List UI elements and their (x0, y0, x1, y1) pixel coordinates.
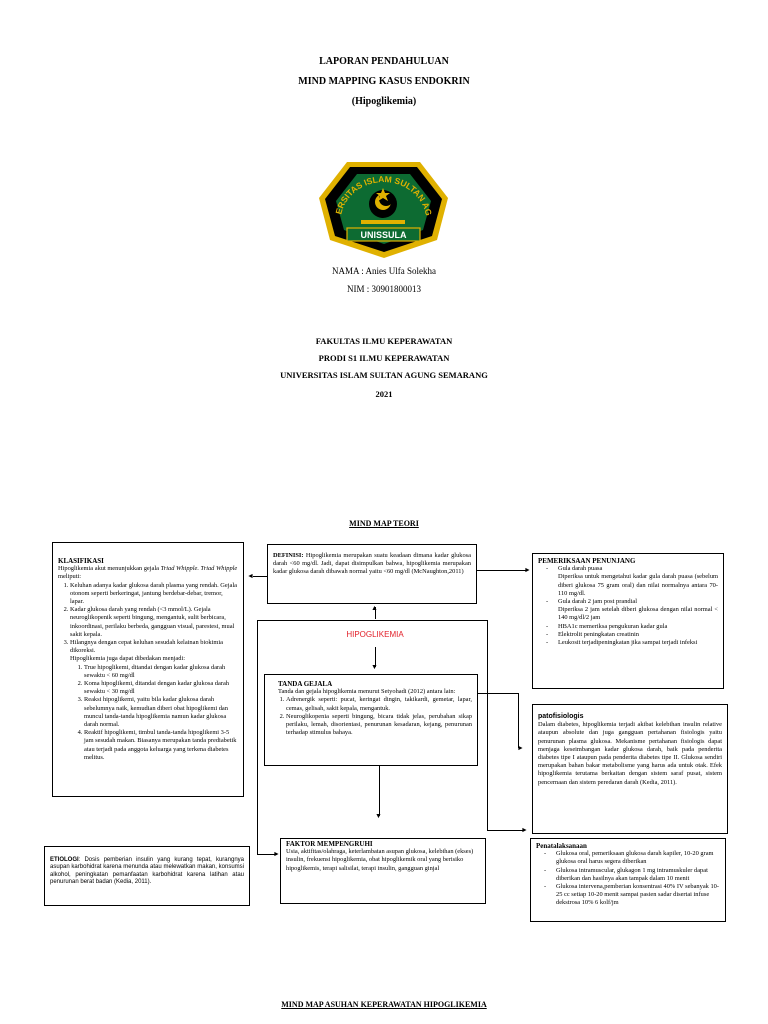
bottom-title: MIND MAP ASUHAN KEPERAWATAN HIPOGLIKEMIA (281, 1000, 487, 1009)
klasifikasi-intro: Hipoglikemia akut menunjukkan gejala Triad Whipple. Triad Whipple meliputi: (58, 565, 238, 581)
faktor-title: FAKTOR MEMPENGRUHI (286, 840, 373, 848)
study-program: PRODI S1 ILMU KEPERAWATAN (318, 353, 450, 363)
student-name: NAMA : Anies Ulfa Solekha (332, 266, 436, 276)
list-item: 2. Kadar glukosa darah yang rendah (<3 mmol/L). Gejala neuroglikopenik seperti bingung, mengantuk, sulit berbicara, inkoordinasi, perilaku berbeda, gangguan visual, parestesi, mual sakit kepala. (70, 606, 238, 639)
pemeriksaan-list (538, 565, 718, 647)
patofisiologis-text: Dalam diabetes, hipoglikemia terjadi akibat kelebihan insulin relative ataupun absolute dan juga gangguan pertahanan fisiologis yaitu penurunan plasma glukosa. Mekanisme pertahanan fisiologis dapat menjaga keseimbangan kadar glukosa darah, baik pada penderita diabetes tipe I ataupun pada penderita diabetes tipe II. Glukosa sendiri merupakan bahan bakar metabolisme yang harus ada untuk otak. Efek hipoglikemia terutama berkaitan dengan sistem saraf pusat, sistem pencernaan dan sistem peredaran darah (Kedia, 2011). (538, 721, 722, 786)
penatalaksanaan-title: Penatalaksanaan (536, 842, 587, 850)
penatalaksanaan-box (530, 838, 726, 922)
definisi-label: DEFINISI: (273, 552, 304, 559)
klasifikasi-box (52, 542, 244, 797)
mind-map-title: MIND MAP TEORI (349, 519, 419, 528)
faculty: FAKULTAS ILMU KEPERAWATAN (315, 336, 453, 346)
list-item: 2. Koma hipoglikemi, ditandai dengan kadar glukosa darah sewaktu < 30 mg/dl (84, 680, 238, 696)
university: UNIVERSITAS ISLAM SULTAN AGUNG SEMARANG (280, 370, 488, 380)
list-item: - Gula darah 2 jam post prandial Diperiksa 2 jam setelah diberi glukosa dengan nilai normal < 140 mg/dl/2 jam (558, 598, 718, 623)
faktor-text: Usia, aktifitas/olahraga, keterlambatan asupan glukosa, kelebihan (ekses) insulin, frekuensi hipoglikemia, obat hipoglikemik oral yang berisiko hipoglikemis, terapi salisilat, terapi insulin, gangguan ginjal (286, 848, 474, 872)
tanda-gejala-intro: Tanda dan gejala hipoglikemia menurut Setyohadi (2012) antara lain: (278, 688, 456, 696)
faktor-box (280, 838, 486, 904)
klasifikasi-sub-intro: Hipoglikemia juga dapat dibedakan menjadi: (70, 655, 185, 663)
year: 2021 (375, 389, 393, 399)
logo-banner-text: UNISSULA (360, 230, 407, 240)
center-topic: HIPOGLIKEMIA (346, 630, 404, 639)
list-item: 4. Reaktif hipoglikemi, timbul tanda-tanda hipoglikemi 3-5 jam sesudah makan. Biasanya merupakan tanda prediabetik atau terjadi pada anggota keluarga yang terkena diabetes melitus. (84, 729, 238, 762)
list-item: - Leukosit terjadipeningkatan jika sampai terjadi infeksi (558, 639, 718, 647)
tanda-gejala-box (264, 674, 478, 766)
list-item: 1. Adrenergik seperti: pucat, keringat dingin, takikardi, gemetar, lapar, cemas, gelisah, sakit kepala, mengantuk. (286, 696, 472, 712)
list-item: 2. Neuroglikopenia seperti bingung, bicara tidak jelas, perubahan sikap perilaku, lemah, disorientasi, penurunan kesadaran, kejang, penurunan terhadap stimulus bahaya. (286, 713, 472, 738)
etiologi-label: ETIOLOGI (50, 857, 79, 863)
klasifikasi-list (58, 582, 238, 656)
list-item: - HBA1c memeriksa pengukuran kadar gula (558, 623, 718, 631)
klasifikasi-sub-list (58, 664, 238, 762)
tanda-gejala-list (270, 696, 472, 737)
pemeriksaan-box (532, 553, 724, 689)
list-item: - Glukosa intramuscular, glukagon 1 mg intramuskuler dapat diberikan dan hasilnya akan tampak dalam 10 menit (556, 867, 720, 883)
page-title-1: LAPORAN PENDAHULUAN (319, 56, 449, 67)
list-item: 3. Reaksi hipoglikemi, yaitu bila kadar glukosa darah sebelumnya naik, kemudian diberi obat hipoglikemi dan muncul tanda-tanda hipoglikemia namun kadar glukosa darah normal. (84, 696, 238, 729)
klasifikasi-title: KLASIFIKASI (58, 557, 104, 565)
list-item: - Glukosa intervena,pemberian konsentrasi 40% IV sebanyak 10-25 cc setiap 10-20 menit sampai pasien sadar disertai infuse dekstrosa 10% 6 kolf/jm (556, 883, 720, 908)
patofisiologis-box (532, 704, 728, 834)
list-item: - Elektrolit peningkatan creatinin (558, 631, 718, 639)
list-item: 1. True hipoglikemi, ditandai dengan kadar glukosa darah sewaktu < 60 mg/dl (84, 664, 238, 680)
list-item: 3. Hilangnya dengan cepat keluhan sesudah kelainan biokimia dikoreksi. (70, 639, 238, 655)
list-item: - Gula darah puasa Diperiksa untuk mengetahui kadar gula darah puasa (sebelum diberi glukosa 75 gram oral) dan nilai normalnya antara 70- 110 mg/dl. (558, 565, 718, 598)
definisi-box (267, 544, 477, 604)
list-item: 1. Keluhan adanya kadar glukosa darah plasma yang rendah. Gejala otonom seperti berkeringat, jantung berdebar-debar, tremor, lapar. (70, 582, 238, 607)
etiologi-box (44, 846, 250, 906)
patofisiologis-title: patofisiologis (538, 713, 584, 720)
pemeriksaan-title: PEMERIKSAAN PENUNJANG (538, 557, 636, 565)
etiologi-text: : Dosis pemberian insulin yang kurang tepat, kurangnya asupan karbohidrat karena menunda atau melewatkan makan, konsumsi alkohol, peningkatan pemanfaatan karbohidrat karena latihan atau penurunan berat badan (Kedia, 2011). (50, 857, 244, 886)
page-title-3: (Hipoglikemia) (351, 96, 417, 107)
definisi-text: Hipoglikemia merupakan suatu keadaan dimana kadar glukosa darah <60 mg/dl. Jadi, dapat disimpulkan bahwa, hipoglikemia merupakan kadar glukosa darah dibawah normal yaitu <60 mg/dl (McNaughton,2011) (273, 552, 471, 576)
page-title-2: MIND MAPPING KASUS ENDOKRIN (298, 76, 470, 87)
list-item: - Glukosa oral, pemeriksaan glukosa darah kapiler, 10-20 gram glukosa oral harus segera diberikan (556, 850, 720, 866)
student-nim: NIM : 30901800013 (347, 284, 421, 294)
university-logo (317, 158, 450, 260)
penatalaksanaan-list (536, 850, 720, 907)
logo-arc-text: ERSITAS ISLAM SULTAN AG (333, 173, 434, 217)
tanda-gejala-title: TANDA GEJALA (278, 680, 333, 688)
